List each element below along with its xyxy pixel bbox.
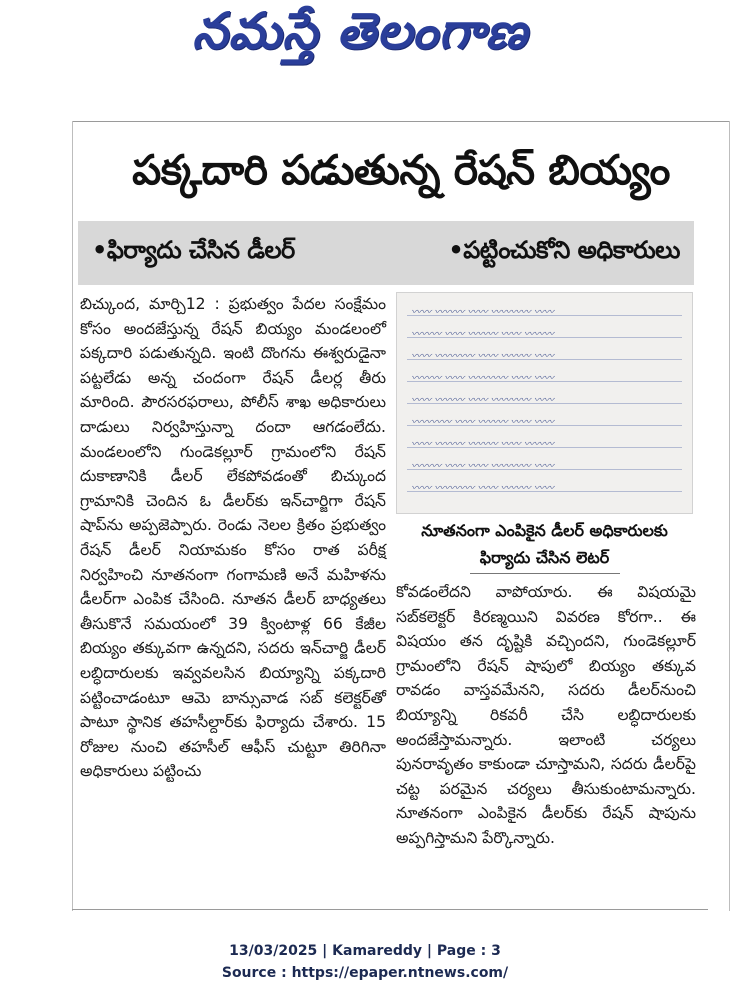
subhead-officials: •పట్టించుకోని అధికారులు — [448, 236, 680, 264]
article-bottom-rule — [72, 909, 708, 910]
article-top-rule — [72, 121, 730, 122]
subhead-complaint: •ఫిర్యాదు చేసిన డీలర్ — [92, 236, 295, 264]
photo-caption: నూతనంగా ఎంపికైన డీలర్ అధికారులకు ఫిర్యాదు చేసిన లెటర్ — [421, 521, 668, 567]
article-body-left-column — [80, 292, 386, 784]
masthead-logo — [150, 1, 570, 70]
subhead-bar — [78, 221, 694, 285]
page-footer — [0, 940, 730, 984]
footer-date-edition-page: 13/03/2025 | Kamareddy | Page : 3 — [229, 943, 501, 959]
body-text-right: కోవడంలేదని వాపోయారు. ఈ విషయమై సబ్‌కలెక్టర్ కిరణ్మయిని వివరణ కోరగా.. ఈ విషయం తన దృష్టికి వచ్చిందని, గుండెకల్లూర్ గ్రామంలోని రేషన్ షాపులో బియ్యం తక్కువ రావడం వాస్తవమేనని, సదరు డీలర్‌నుంచి బియ్యాన్ని రికవరీ చేసి లబ్ధిదారులకు అందజేస్తామన్నారు. ఇలాంటి చర్యలు పునరావృతం కాకుండా చూస్తామని, సదరు డీలర్‌పై చట్ట పరమైన చర్యలు తీసుకుంటామన్నారు. నూతనంగా ఎంపికైన డీలర్‌కు రేషన్ షాపును అప్పగిస్తామని పేర్కొన్నారు. — [396, 583, 696, 847]
complaint-letter-photo: 〰〰 〰〰〰 〰〰 〰〰〰〰 〰〰 〰〰〰 〰〰 〰〰〰 〰〰 〰〰〰 〰〰 〰〰〰〰 〰〰 〰〰〰 〰〰 〰〰〰 〰〰 〰〰〰〰 〰〰 〰〰 〰〰 〰〰〰 〰〰 〰〰〰〰 〰〰 〰〰〰〰 〰〰 〰〰〰 〰〰 〰〰 〰〰 〰〰〰 〰〰〰 〰〰 〰〰〰 〰〰〰 〰〰 〰〰 〰〰〰〰 〰〰 〰〰 〰〰〰〰 〰〰 〰〰〰 〰〰 — [396, 292, 693, 514]
article-left-rule — [72, 121, 73, 911]
footer-source-link[interactable]: Source : https://epaper.ntnews.com/ — [221, 965, 509, 981]
article-headline: పక్కదారి పడుతున్న రేషన్ బియ్యం — [132, 146, 670, 194]
body-text-left: బిచ్కుంద, మార్చి12 : ప్రభుత్వం పేదల సంక్షేమం కోసం అందజేస్తున్న రేషన్ బియ్యం మండలంలో పక్కదారి పడుతున్నది. ఇంటి దొంగను ఈశ్వరుడైనా పట్టలేడు అన్న చందంగా రేషన్ డీలర్ల తీరు మారింది. పౌరసరఫరాలు, పోలీస్ శాఖ అధికారులు దాడులు నిర్వహిస్తున్నా దందా ఆగడంలేదు. మండలంలోని గుండెకల్లూర్ గ్రామంలోని రేషన్ దుకాణానికి డీలర్ లేకపోవడంతో బిచ్కుంద గ్రామానికి చెందిన ఓ డీలర్‌కు ఇన్‌చార్జిగా రేషన్ షాప్‌ను అప్పజెప్పారు. రెండు నెలల క్రితం ప్రభుత్వం రేషన్ డీలర్ నియామకం కోసం రాత పరీక్ష నిర్వహించి నూతనంగా గంగామణి అనే మహిళను డీలర్‌గా ఎంపిక చేసింది. నూతన డీలర్ బాధ్యతలు తీసుకొనే సమయంలో 39 క్వింటాళ్ల 66 కేజీల బియ్యం తక్కువగా ఉన్నదని, సదరు ఇన్‌చార్జి డీలర్ లబ్ధిదారులకు ఇవ్వవలసిన బియ్యాన్ని పక్కదారి పట్టించాడంటూ ఆమె బాన్సువాడ సబ్ కలెక్టర్‌తో పాటూ స్థానిక తహసీల్దార్‌కు ఫిర్యాదు చేశారు. 15 రోజుల నుంచి తహసీల్ ఆఫీస్ చుట్టూ తిరిగినా అధికారులు పట్టించు — [80, 295, 386, 781]
article-body-right-column — [396, 580, 696, 851]
masthead-title: నమస్తే తెలంగాణ — [192, 1, 528, 60]
caption-rule — [470, 573, 620, 574]
